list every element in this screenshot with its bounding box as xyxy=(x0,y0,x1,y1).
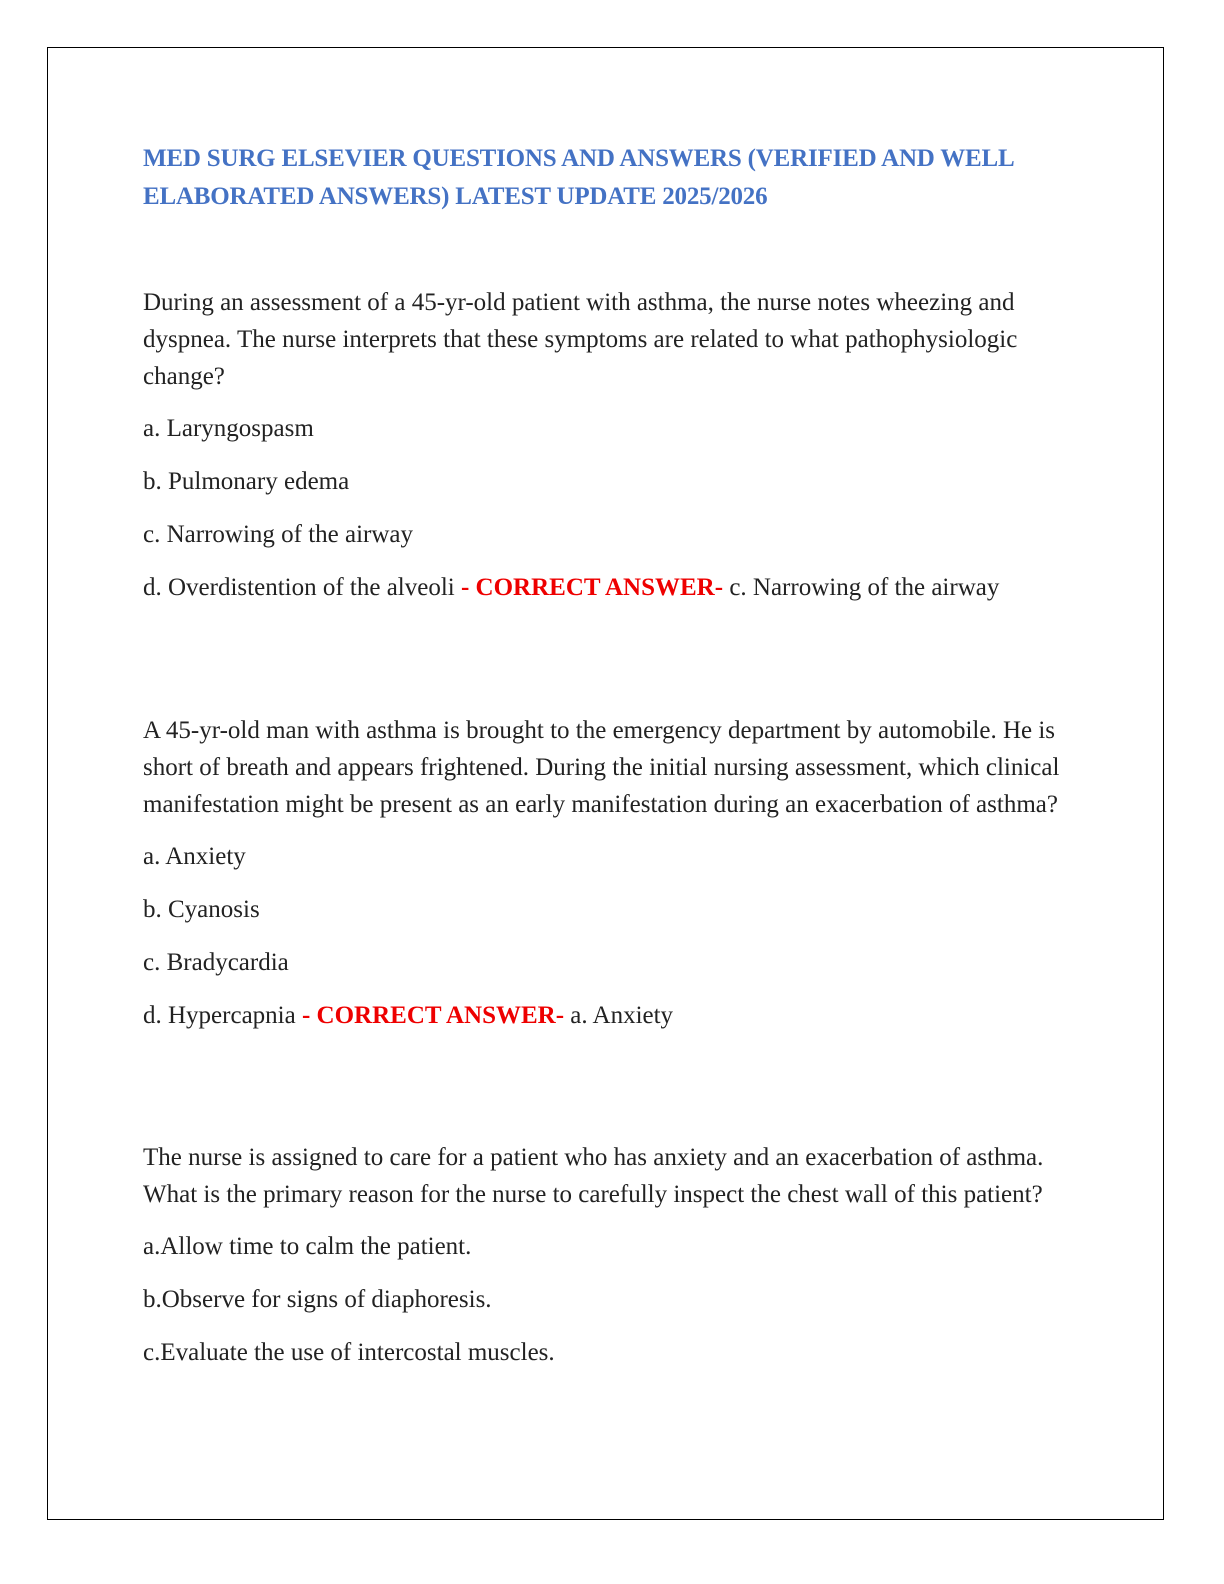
option-b: b. Pulmonary edema xyxy=(143,468,350,495)
question-text: A 45-yr-old man with asthma is brought to the emergency department by automobile. He is short of breath and appears frightened. During the initial nursing assessment, which clinical manifestation might be present as an early manifestation during an exacerbation of asthma? xyxy=(143,717,1060,818)
option-b: b.Observe for signs of diaphoresis. xyxy=(143,1286,492,1313)
option-d: d. Hypercapnia xyxy=(143,1002,296,1029)
option-c: c. Bradycardia xyxy=(143,949,289,976)
correct-answer-marker: - CORRECT ANSWER- xyxy=(301,1002,565,1029)
question-text: During an assessment of a 45-yr-old patient with asthma, the nurse notes wheezing and dyspnea. The nurse interprets that these symptoms are related to what pathophysiologic change? xyxy=(143,289,1018,390)
question-2 xyxy=(143,712,1083,1034)
correct-answer: c. Narrowing of the airway xyxy=(729,574,1000,601)
document-title: MED SURG ELSEVIER QUESTIONS AND ANSWERS (VERIFIED AND WELL ELABORATED ANSWERS) LATEST UPDATE 2025/2026 xyxy=(143,145,1014,210)
question-1 xyxy=(143,284,1083,606)
question-text: The nurse is assigned to care for a patient who has anxiety and an exacerbation of asthma. What is the primary reason for the nurse to carefully inspect the chest wall of this patient? xyxy=(143,1144,1044,1208)
option-d: d. Overdistention of the alveoli xyxy=(143,574,455,601)
question-3 xyxy=(143,1139,1083,1371)
option-c: c.Evaluate the use of intercostal muscles. xyxy=(143,1339,555,1366)
correct-answer: a. Anxiety xyxy=(570,1002,674,1029)
correct-answer-marker: - CORRECT ANSWER- xyxy=(460,574,724,601)
option-d-with-answer xyxy=(143,569,1083,606)
option-a: a.Allow time to calm the patient. xyxy=(143,1233,472,1260)
option-a: a. Anxiety xyxy=(143,843,246,870)
option-b: b. Cyanosis xyxy=(143,896,260,923)
option-d-with-answer xyxy=(143,997,1083,1034)
option-c: c. Narrowing of the airway xyxy=(143,521,414,548)
option-a: a. Laryngospasm xyxy=(143,415,314,442)
